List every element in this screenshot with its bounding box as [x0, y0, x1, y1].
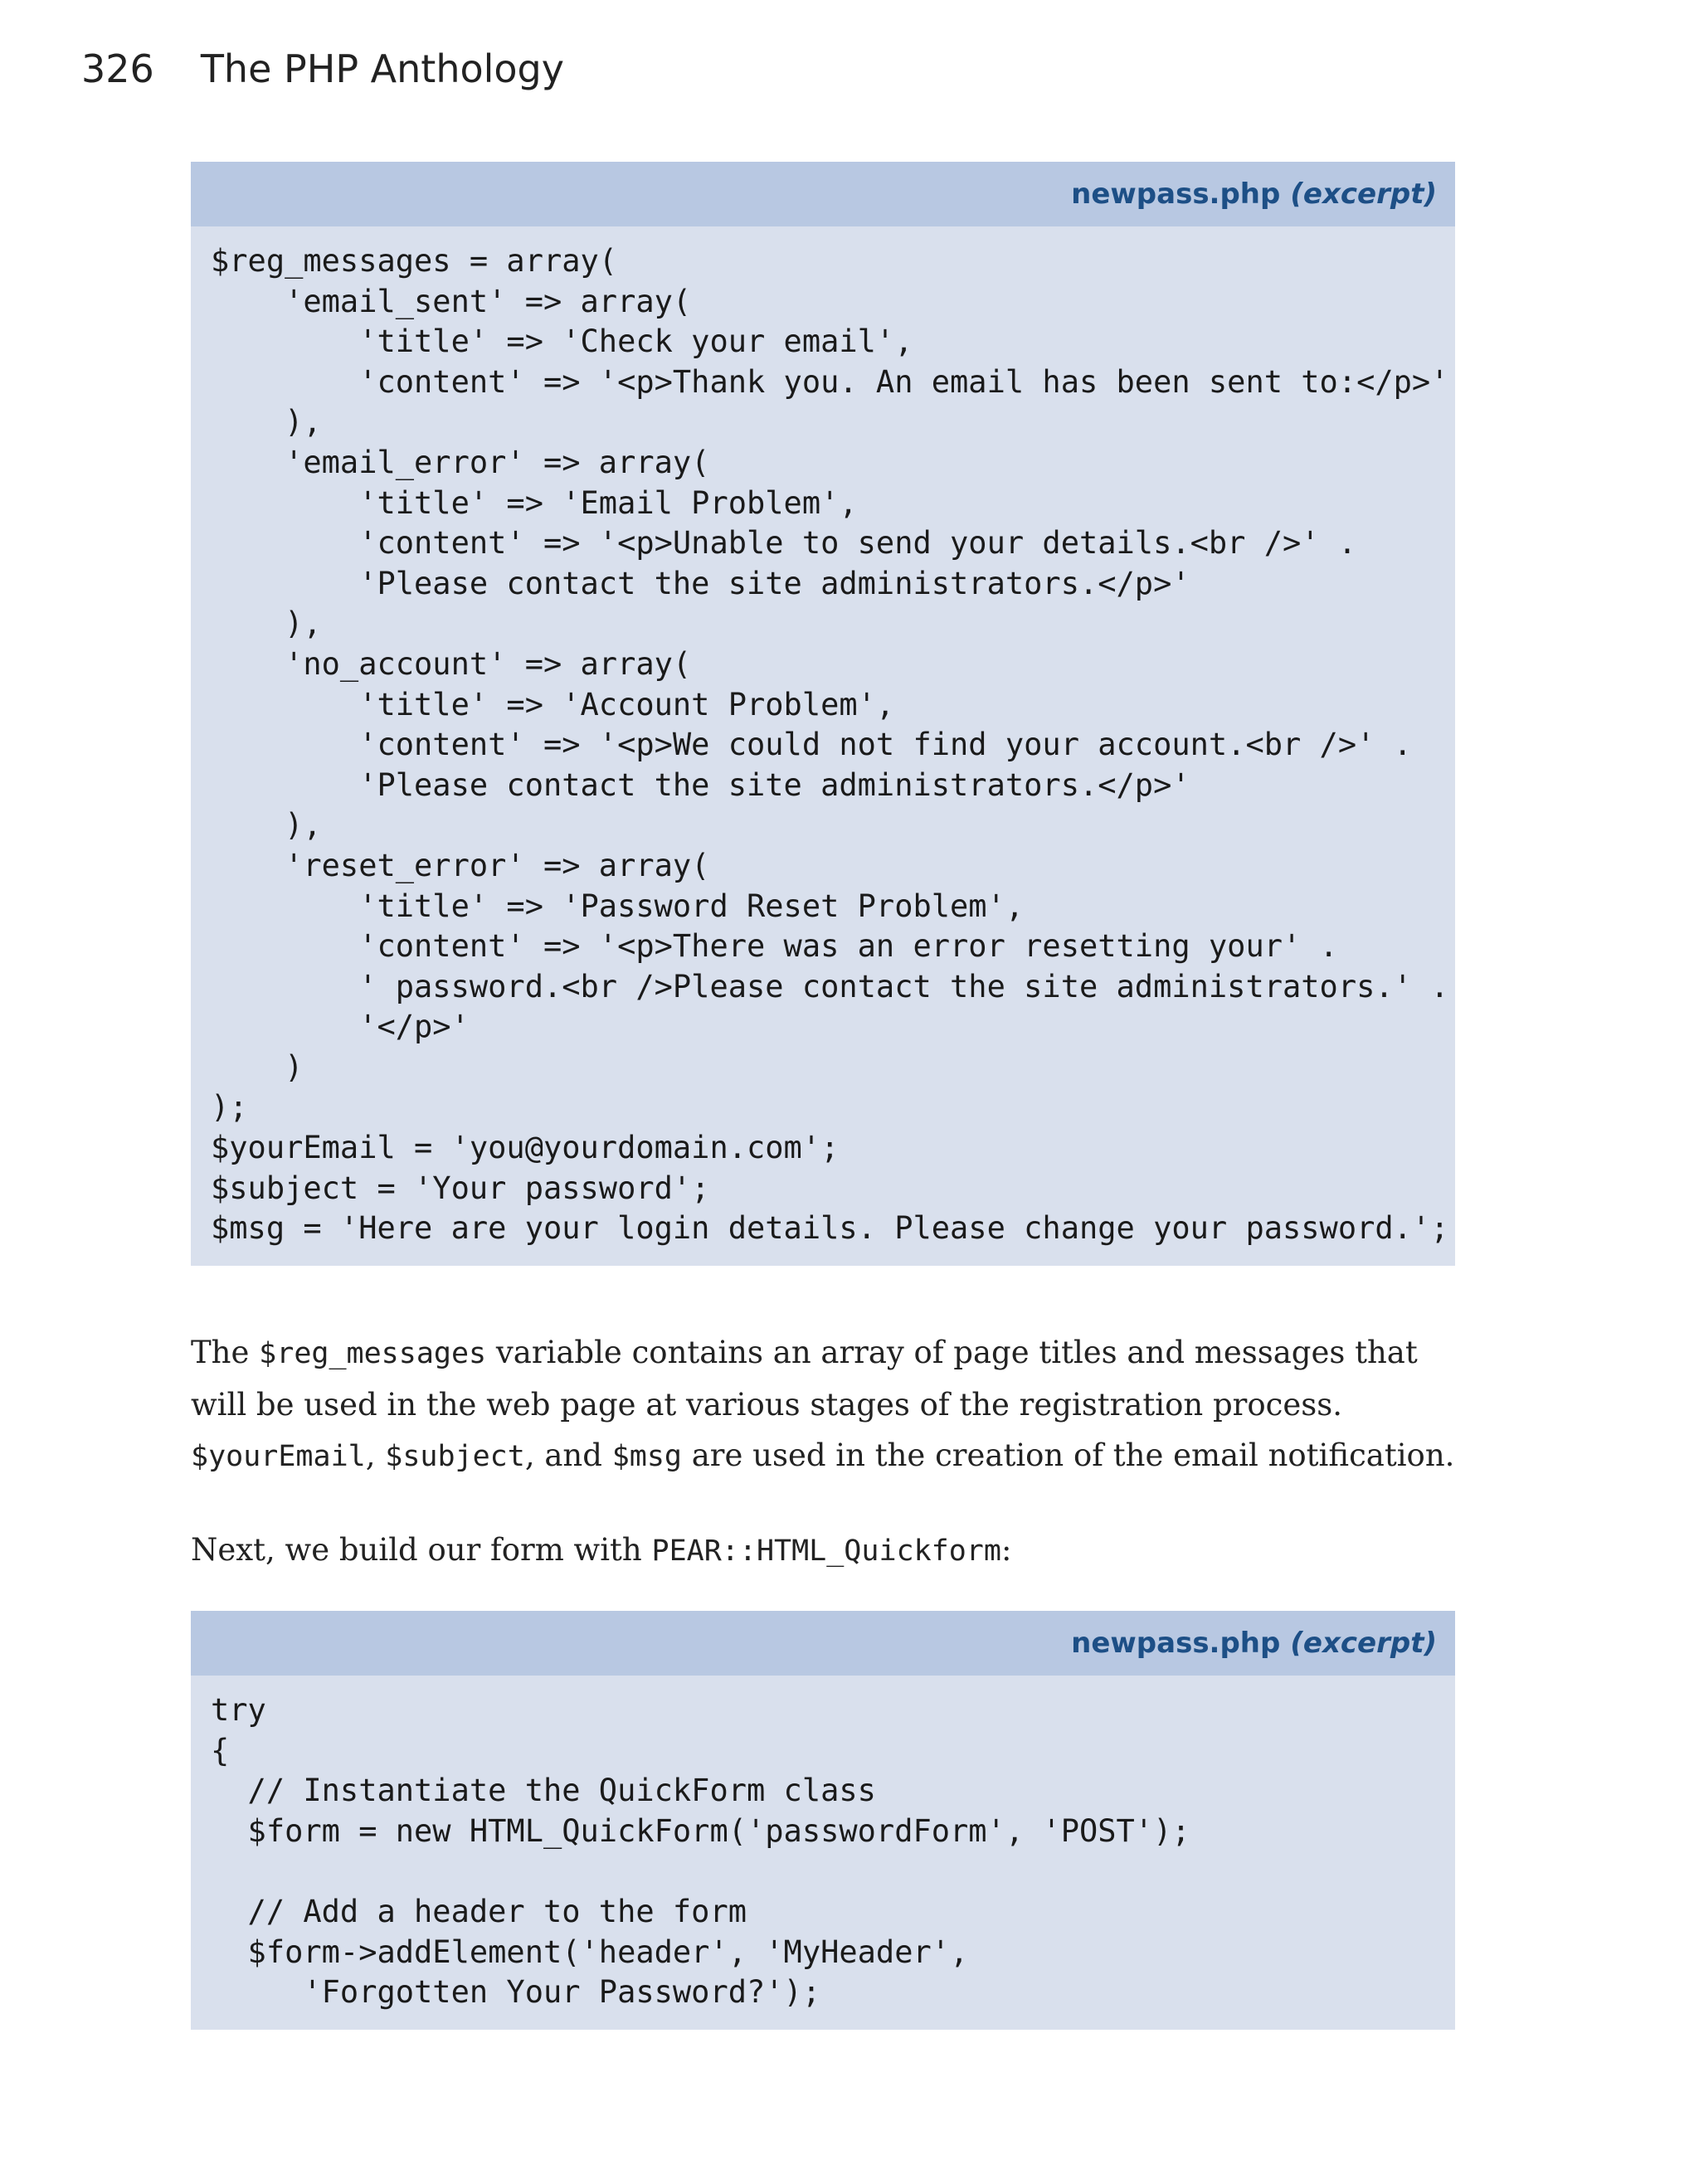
page-number: 326: [81, 46, 154, 91]
page-header: [81, 46, 564, 91]
text: The: [191, 1335, 260, 1370]
code-filename-1: newpass.php: [1071, 178, 1281, 211]
text: ,: [365, 1437, 386, 1473]
inline-code: $msg: [611, 1440, 682, 1473]
book-title: The PHP Anthology: [200, 46, 564, 91]
code-excerpt-label-1: (excerpt): [1290, 178, 1437, 211]
code-listing-1: $reg_messages = array( 'email_sent' => array( 'title' => 'Check your email', 'content' => '<p>Thank you. An email has been sent to:</p>' ), 'email_error' => array( 'title' => 'Email Problem', 'content' => '<p>Unable to send your details.<br />' . 'Please contact the site administrators.</p>' ), 'no_account' => array( 'title' => 'Account Problem', 'content' => '<p>We could not find your account.<br />' . 'Please contact the site administrators.</p>' ), 'reset_error' => array( 'title' => 'Password Reset Problem', 'content' => '<p>There was an error resetting your' . ' password.<br />Please contact the site administrators.' . '</p>' ) ); $yourEmail = 'you@yourdomain.com'; $subject = 'Your password'; $msg = 'Here are your login details. Please change your password.';: [211, 243, 1449, 1247]
code-block-2: [191, 1611, 1455, 2030]
inline-code: PEAR::HTML_Quickform: [651, 1535, 1001, 1568]
code-caption-2: [191, 1611, 1455, 1676]
inline-code: $yourEmail: [191, 1440, 366, 1473]
text: :: [1000, 1532, 1012, 1568]
code-caption-1: [191, 162, 1455, 226]
text: Next, we build our form with: [191, 1532, 652, 1568]
inline-code: $subject: [385, 1440, 525, 1473]
paragraph-build-form: [191, 1525, 1460, 1577]
text: , and: [524, 1437, 612, 1473]
code-block-1: [191, 162, 1455, 1266]
code-filename-2: newpass.php: [1071, 1627, 1281, 1660]
text: are used in the creation of the email notification.: [681, 1437, 1455, 1473]
paragraph-reg-messages: [191, 1327, 1460, 1482]
text: variable contains an array of page titles and messages that will be used in the web page at various stages of the registration process.: [191, 1335, 1418, 1423]
inline-code: $reg_messages: [259, 1337, 487, 1370]
code-listing-2: try { // Instantiate the QuickForm class $form = new HTML_QuickForm('passwordForm', 'POST'); // Add a header to the form $form->addElement('header', 'MyHeader', 'Forgotten Your Password?');: [211, 1692, 1190, 2011]
code-excerpt-label-2: (excerpt): [1290, 1627, 1437, 1660]
